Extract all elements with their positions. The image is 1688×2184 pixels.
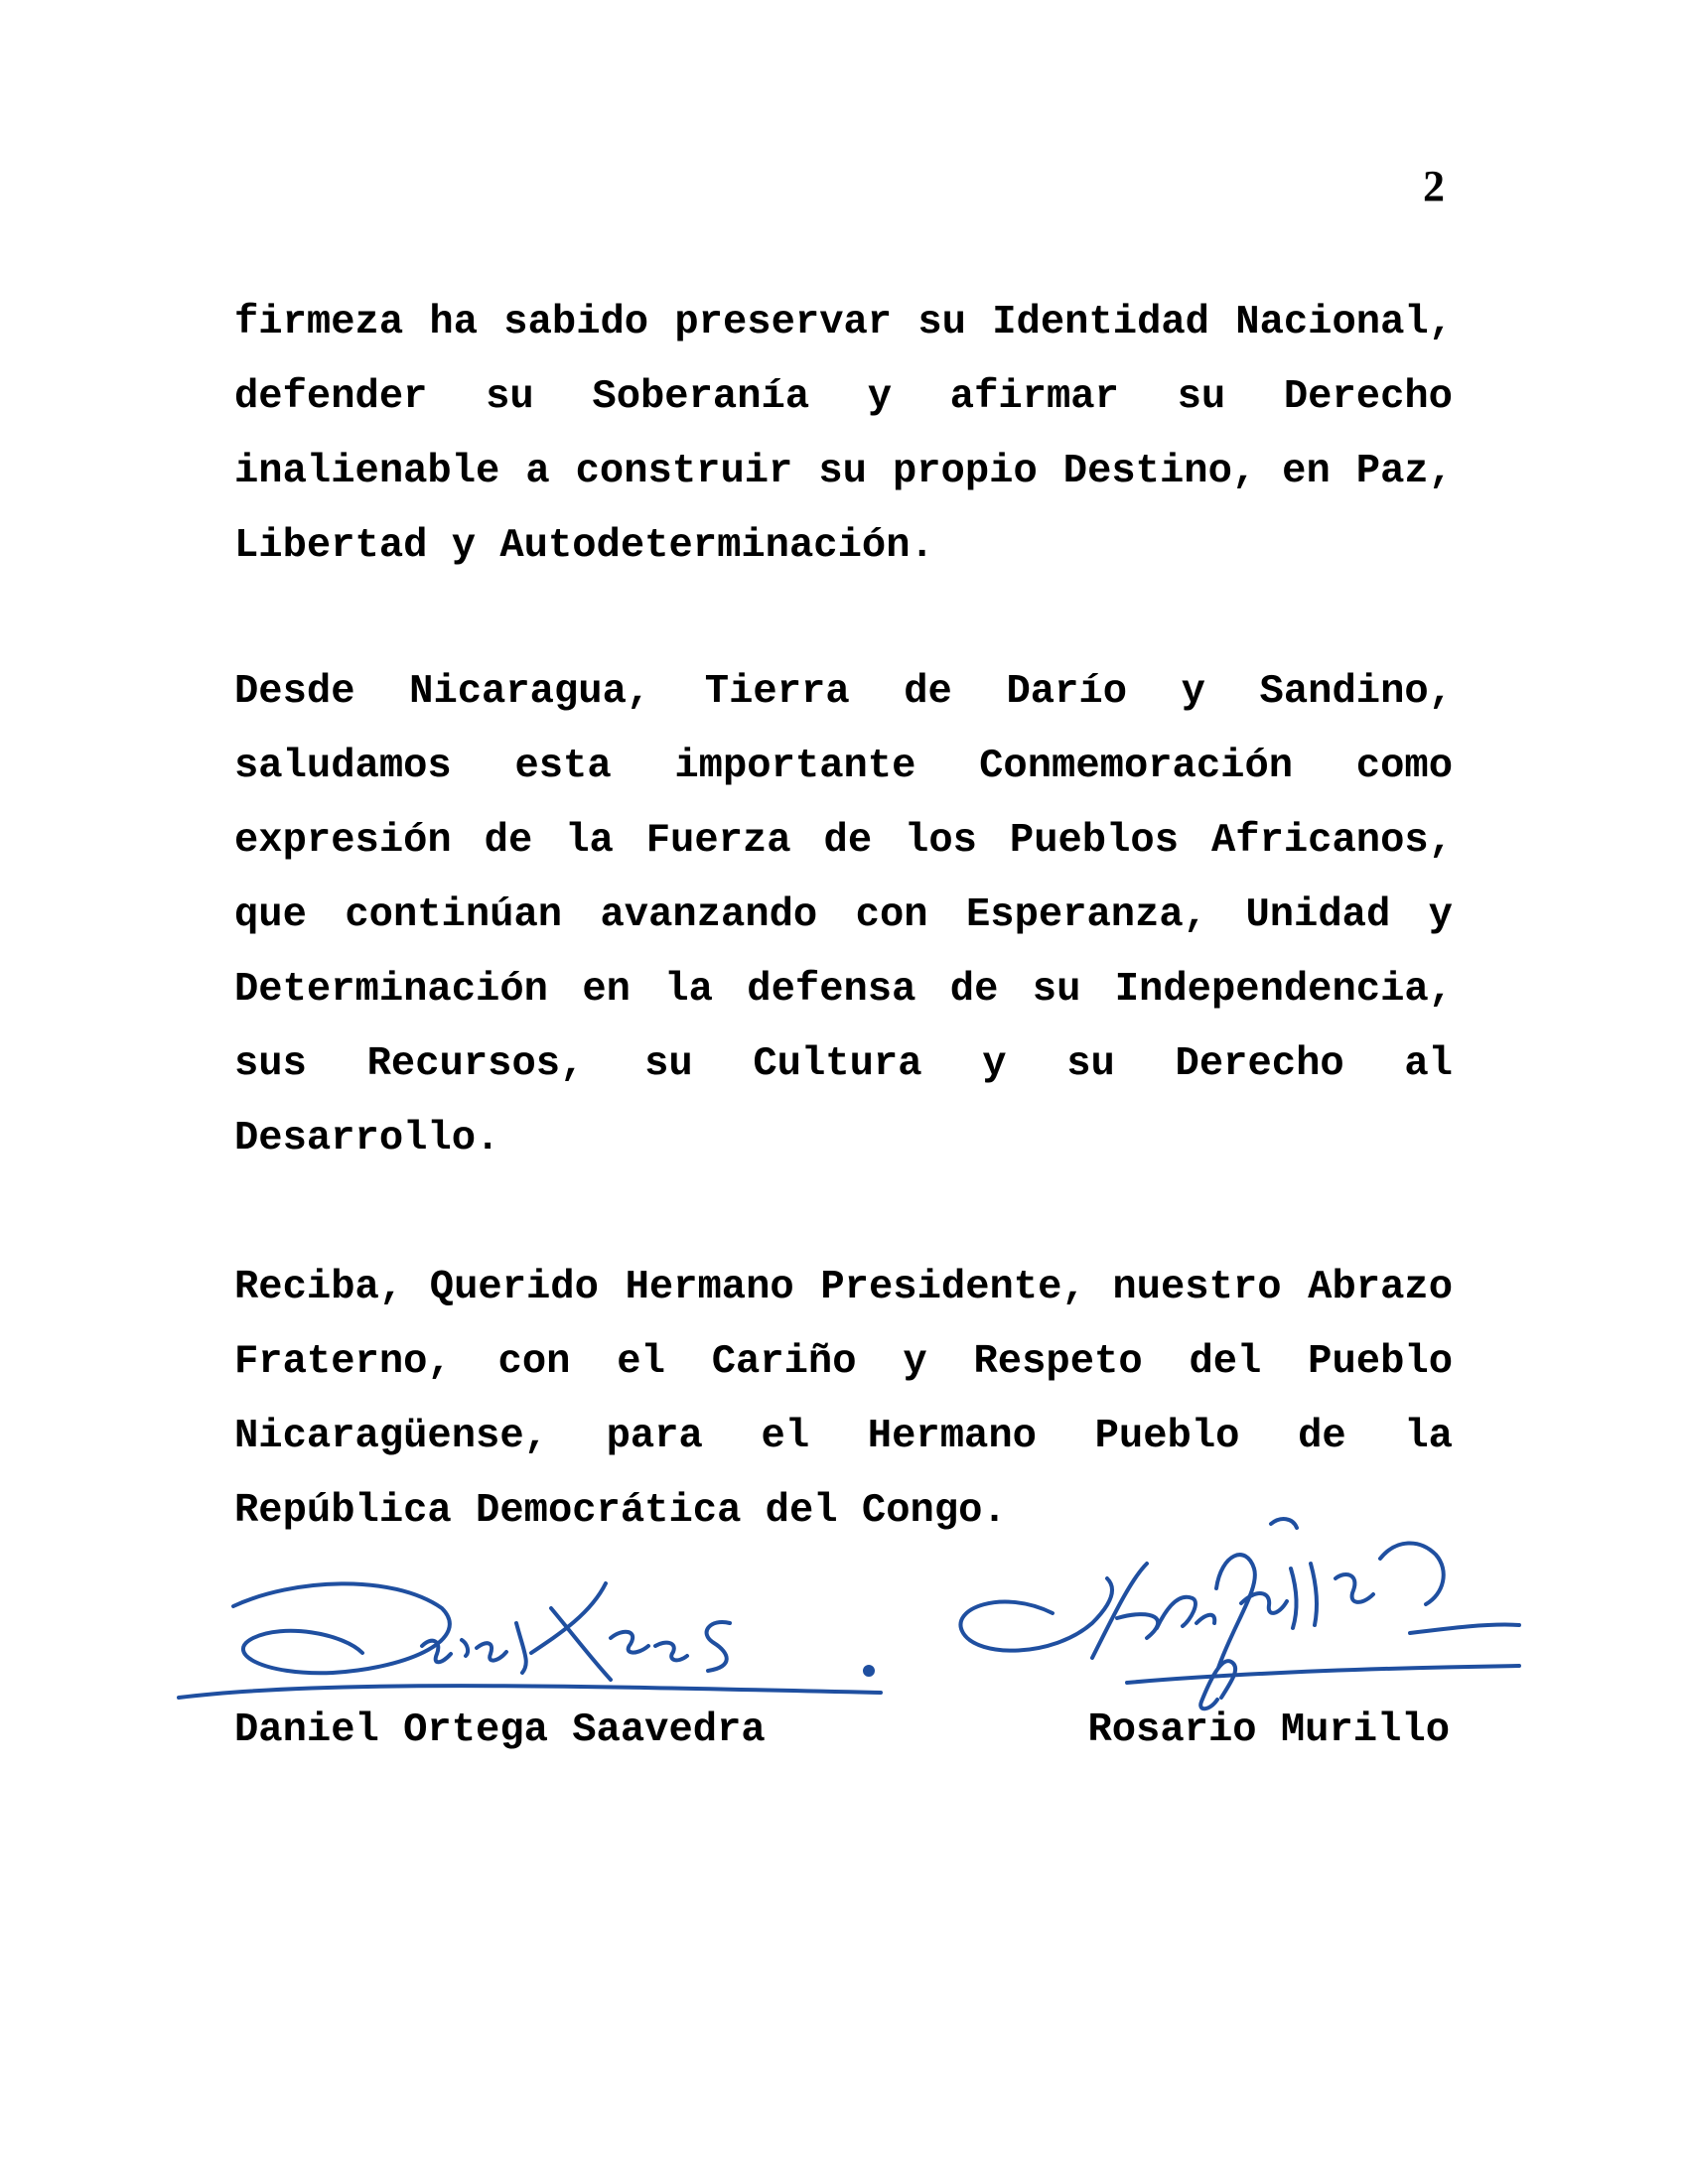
paragraph-greeting: Desde Nicaragua, Tierra de Darío y Sandino, saludamos esta importante Conmemoración como expresión de la Fuerza de los Pueblos Africanos, que continúan avanzando con Esperanza, Unidad y Determinación en la defensa de su Independencia, sus Recursos, su Cultura y su Derecho al Desarrollo. (234, 669, 1453, 1161)
signature-left-image (174, 1569, 889, 1712)
signatory-left-name: Daniel Ortega Saavedra (234, 1707, 766, 1753)
paragraph-identity: firmeza ha sabido preservar su Identidad Nacional, defender su Soberanía y afirmar su Derecho inalienable a construir su propio Destino, en Paz, Libertad y Autodeterminación. (234, 300, 1453, 569)
signatory-right-name: Rosario Murillo (1087, 1707, 1450, 1753)
paragraph-closing: Reciba, Querido Hermano Presidente, nuestro Abrazo Fraterno, con el Cariño y Respeto del Pueblo Nicaragüense, para el Hermano Pueblo de la República Democrática del Congo. (234, 1265, 1453, 1534)
page-number: 2 (1423, 162, 1445, 210)
